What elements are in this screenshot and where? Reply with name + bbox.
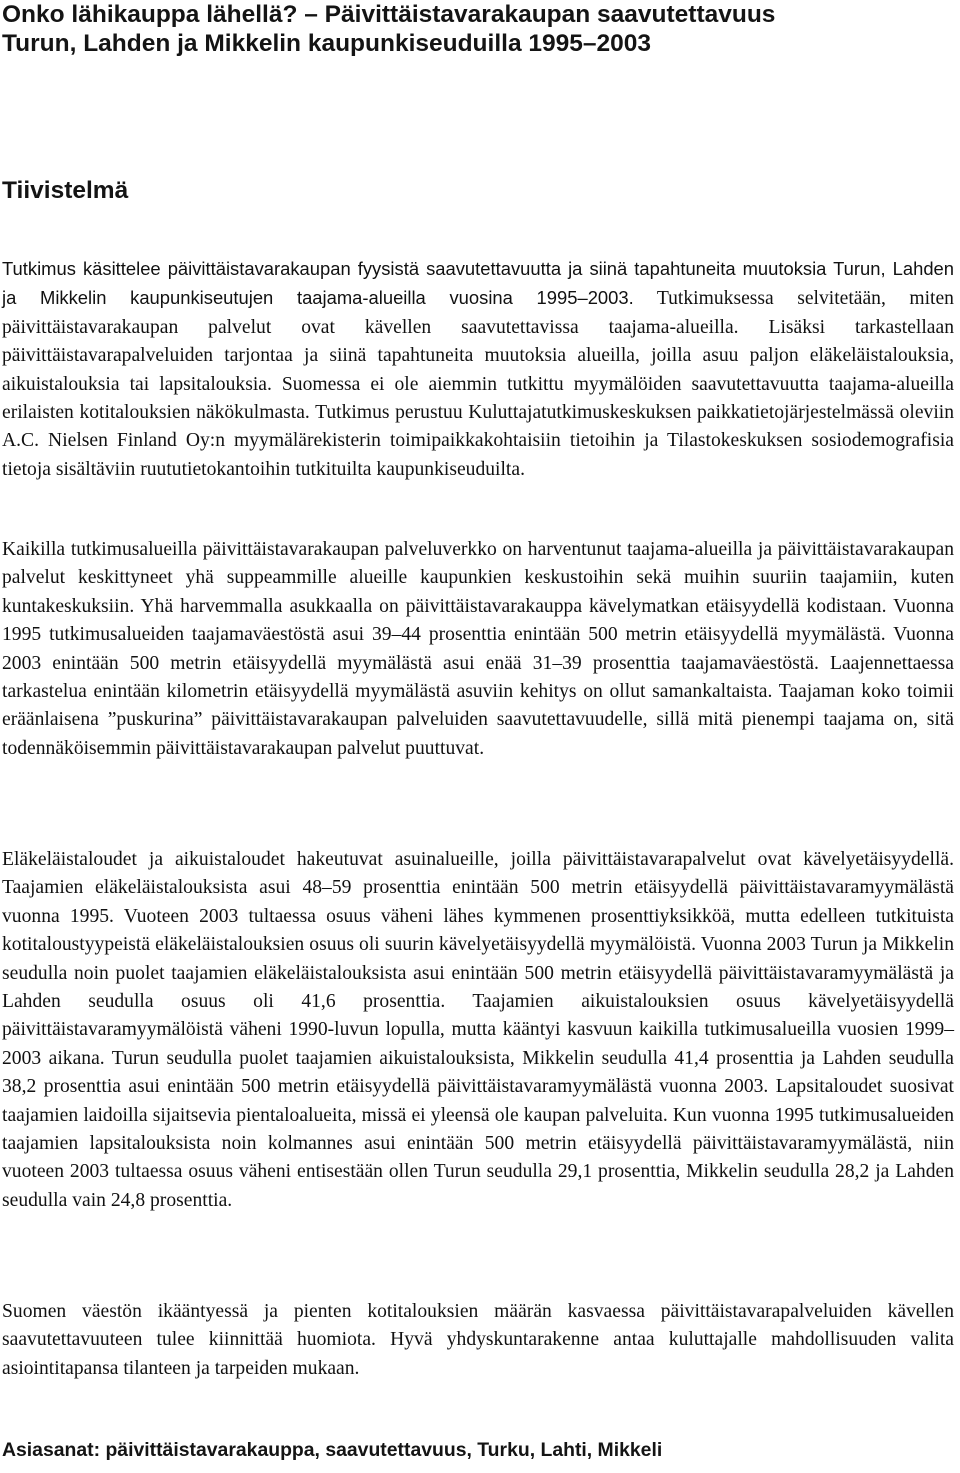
paragraph-1-rest: Tutkimuksessa selvitetään, miten päivittäistavarakaupan palvelut ovat kävellen saavutettavissa taajama-alueilla. Lisäksi tarkastellaan päivittäistavarapalveluiden tarjontaa ja siinä tapahtuneita muutoksia alueilla, joilla asuu paljon eläkeläistalouksia, aikuistalouksia tai lapsitalouksia. Suomessa ei ole aiemmin tutkittu myymälöiden saavutettavuutta taajama-alueilla erilaisten kotitalouksien näkökulmasta. Tutkimus perustuu Kuluttajatutkimuskeskuksen paikkatietojärjestelmässä oleviin A.C. Nielsen Finland Oy:n myymälärekisterin toimipaikkakohtaisiin tietoihin ja Tilastokeskuksen sosiodemografisia tietoja sisältäviin ruututietokantoihin tutkituilta kaupunkiseuduilta. (2, 288, 954, 480)
title-line-1: Onko lähikauppa lähellä? – Päivittäistavarakaupan saavutettavuus (2, 1, 776, 28)
title-line-2: Turun, Lahden ja Mikkelin kaupunkiseuduilla 1995–2003 (2, 30, 652, 57)
abstract-paragraph-2: Kaikilla tutkimusalueilla päivittäistavarakaupan palveluverkko on harventunut taajama-alueilla ja päivittäistavarakaupan palvelut keskittyneet yhä suppeammille alueille kaupunkien keskustoihin sekä muihin suuriin taajamiin, kuten kuntakeskuksiin. Yhä harvemmalla asukkaalla on päivittäistavarakauppa kävelymatkan etäisyydellä kodistaan. Vuonna 1995 tutkimusalueiden taajamaväestöstä asui 39–44 prosenttia enintään 500 metrin etäisyydellä myymälästä. Vuonna 2003 enintään 500 metrin etäisyydellä myymälästä asui enää 31–39 prosenttia taajamaväestöstä. Laajennettaessa tarkastelua enintään kilometrin etäisyydellä myymälästä asuviin kehitys on ollut samankaltaista. Taajaman koko toimii eräänlaisena ”puskurina” päivittäistavarakaupan palveluiden saavutettavuudelle, sillä mitä pienempi taajama on, sitä todennäköisemmin päivittäistavarakaupan palvelut puuttuvat. (2, 539, 954, 759)
abstract-paragraph-1 (2, 255, 954, 484)
abstract-paragraph-3: Eläkeläistaloudet ja aikuistaloudet hakeutuvat asuinalueille, joilla päivittäistavarapalvelut ovat kävelyetäisyydellä. Taajamien eläkeläistalouksista asui 48–59 prosenttia enintään 500 metrin etäisyydellä päivittäistavaramyymälästä vuonna 1995. Vuoteen 2003 tultaessa osuus väheni lähes kymmenen prosenttiyksikköä, mutta edelleen tutkituista kotitaloustyypeistä eläkeläistalouksien osuus oli suurin kävelyetäisyydellä myymälöistä. Vuonna 2003 Turun ja Mikkelin seudulla noin puolet taajamien eläkeläistalouksista asui enintään 500 metrin etäisyydellä päivittäistavaramyymälästä ja Lahden seudulla osuus oli 41,6 prosenttia. Taajamien aikuistalouksien osuus kävelyetäisyydellä päivittäistavaramyymälöistä väheni 1990-luvun lopulla, mutta kääntyi kasvuun kaikilla tutkimusalueilla vuosien 1999–2003 aikana. Turun seudulla puolet taajamien aikuistalouksista, Mikkelin seudulla 41,4 prosenttia ja Lahden seudulla 38,2 prosenttia asui enintään 500 metrin etäisyydellä päivittäistavaramyymälästä vuonna 2003. Lapsitaloudet suosivat taajamien laidoilla sijaitsevia pientaloalueita, missä ei yleensä ole kaupan palveluita. Kun vuonna 1995 tutkimusalueiden taajamien lapsitalouksista noin kolmannes asui enintään 500 metrin etäisyydellä päivittäistavaramyymälästä, niin vuoteen 2003 tultaessa osuus väheni entisestään ollen Turun seudulla 29,1 prosenttia, Mikkelin seudulla 28,2 ja Lahden seudulla vain 24,8 prosenttia. (2, 849, 954, 1211)
document-title (2, 0, 952, 58)
section-heading-abstract: Tiivistelmä (2, 177, 129, 204)
abstract-paragraph-4: Suomen väestön ikääntyessä ja pienten kotitalouksien määrän kasvaessa päivittäistavarapalveluiden kävellen saavutettavuuteen tulee kiinnittää huomiota. Hyvä yhdyskuntarakenne antaa kuluttajalle mahdollisuuden valita asiointitapansa tilanteen ja tarpeiden mukaan. (2, 1301, 954, 1379)
paragraph-1-intro: Tutkimus käsittelee päivittäistavarakaupan fyysistä saavutettavuutta ja siinä tapahtuneita muutoksia Turun, Lahden ja Mikkelin kaupunkiseutujen taajama-alueilla vuosina 1995–2003. (2, 258, 954, 309)
keywords-line: Asiasanat: päivittäistavarakauppa, saavutettavuus, Turku, Lahti, Mikkeli (2, 1439, 663, 1461)
